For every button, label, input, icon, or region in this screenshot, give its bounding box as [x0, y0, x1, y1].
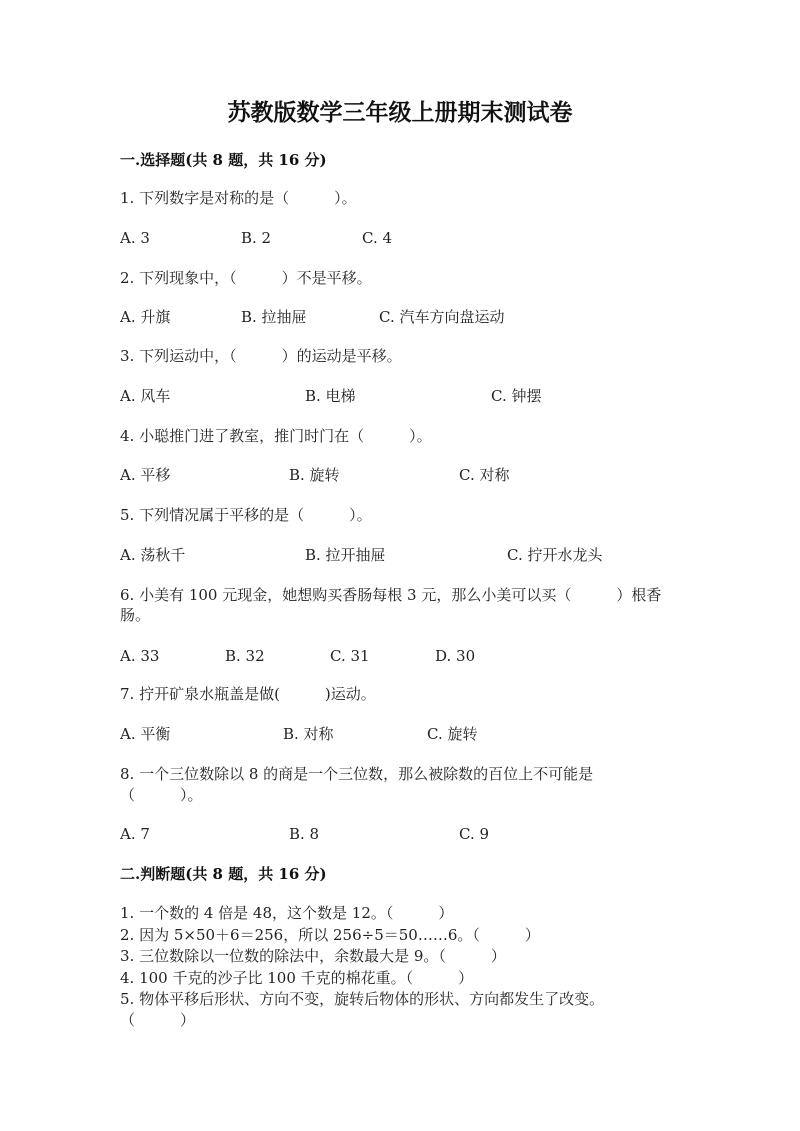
- section-heading-true-false: 二.判断题(共 8 题，共 16 分): [120, 865, 327, 883]
- question-4-option-b: B. 旋转: [289, 466, 340, 484]
- question-8-option-a: A. 7: [120, 825, 150, 843]
- question-4-option-c: C. 对称: [459, 466, 510, 484]
- question-6-option-d: D. 30: [435, 647, 476, 665]
- question-6-text-line2: 肠。: [120, 606, 151, 624]
- question-1-text: 1. 下列数字是对称的是（ ）。: [120, 189, 357, 207]
- judgement-item-1: 1. 一个数的 4 倍是 48，这个数是 12。（ ）: [120, 904, 454, 922]
- question-2-option-c: C. 汽车方向盘运动: [379, 308, 505, 326]
- question-7-option-b: B. 对称: [283, 725, 334, 743]
- question-8-option-b: B. 8: [289, 825, 320, 843]
- judgement-item-5: 5. 物体平移后形状、方向不变，旋转后物体的形状、方向都发生了改变。: [120, 990, 605, 1008]
- judgement-item-5-answer: （ ）: [120, 1011, 196, 1029]
- question-5-option-c: C. 拧开水龙头: [507, 546, 603, 564]
- question-6-option-c: C. 31: [330, 647, 370, 665]
- question-5-option-b: B. 拉开抽屉: [305, 546, 386, 564]
- question-2-option-b: B. 拉抽屉: [241, 308, 307, 326]
- question-5-option-a: A. 荡秋千: [120, 546, 186, 564]
- question-7-option-a: A. 平衡: [120, 725, 171, 743]
- question-2-text: 2. 下列现象中，（ ）不是平移。: [120, 269, 372, 287]
- page-title: 苏教版数学三年级上册期末测试卷: [227, 99, 573, 126]
- question-6-option-b: B. 32: [225, 647, 265, 665]
- question-4-text: 4. 小聪推门进了教室，推门时门在（ ）。: [120, 427, 432, 445]
- question-8-text-line1: 8. 一个三位数除以 8 的商是一个三位数，那么被除数的百位上不可能是: [120, 765, 594, 783]
- question-6-text-line1: 6. 小美有 100 元现金，她想购买香肠每根 3 元，那么小美可以买（ ）根香: [120, 586, 662, 604]
- question-6-option-a: A. 33: [120, 647, 160, 665]
- question-8-text-line2: （ ）。: [120, 786, 203, 804]
- question-3-text: 3. 下列运动中，（ ）的运动是平移。: [120, 347, 402, 365]
- question-1-option-a: A. 3: [120, 229, 150, 247]
- judgement-item-4: 4. 100 千克的沙子比 100 千克的棉花重。（ ）: [120, 969, 474, 987]
- judgement-item-3: 3. 三位数除以一位数的除法中，余数最大是 9。（ ）: [120, 947, 506, 965]
- section-heading-choice: 一.选择题(共 8 题，共 16 分): [120, 151, 327, 169]
- question-3-option-a: A. 风车: [120, 387, 171, 405]
- question-7-text: 7. 拧开矿泉水瓶盖是做( )运动。: [120, 685, 376, 703]
- question-2-option-a: A. 升旗: [120, 308, 171, 326]
- question-4-option-a: A. 平移: [120, 466, 171, 484]
- question-5-text: 5. 下列情况属于平移的是（ ）。: [120, 506, 372, 524]
- question-3-option-b: B. 电梯: [305, 387, 356, 405]
- judgement-item-2: 2. 因为 5×50＋6＝256，所以 256÷5＝50……6。（ ）: [120, 926, 540, 944]
- question-8-option-c: C. 9: [459, 825, 490, 843]
- question-7-option-c: C. 旋转: [427, 725, 478, 743]
- question-1-option-b: B. 2: [241, 229, 272, 247]
- question-1-option-c: C. 4: [362, 229, 393, 247]
- question-3-option-c: C. 钟摆: [491, 387, 542, 405]
